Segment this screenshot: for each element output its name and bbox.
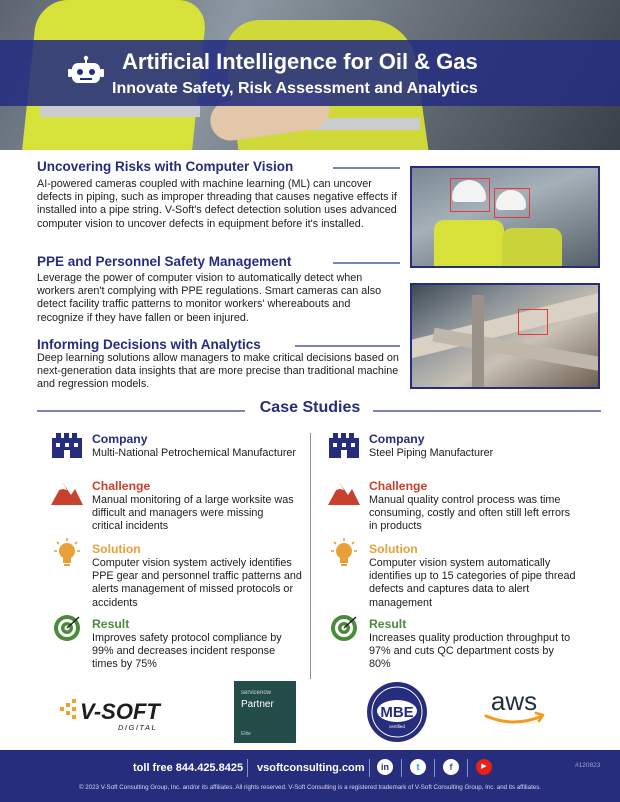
copyright-text: © 2023 V-Soft Consulting Group, Inc. and/or its affiliates. All rights reserved. V-Soft Consulting is a registered trademark of V-Soft Consulting Group, Inc. and its affiliates. bbox=[78, 784, 542, 791]
challenge-text: Manual quality control process was time consuming, costly and often still left errors in products bbox=[369, 494, 571, 533]
company-text: Multi-National Petrochemical Manufacturer bbox=[92, 447, 297, 459]
challenge-label: Challenge bbox=[92, 479, 151, 493]
solution-text: Computer vision system actively identifies PPE gear and personnel traffic patterns and alerts management of missed protocols or accidents bbox=[92, 557, 302, 609]
detection-box bbox=[494, 188, 530, 218]
footer bbox=[0, 750, 620, 802]
heading-rule bbox=[295, 345, 400, 347]
svg-text:MBE: MBE bbox=[380, 704, 414, 721]
target-icon bbox=[327, 613, 361, 643]
section-heading: Uncovering Risks with Computer Vision bbox=[37, 159, 294, 174]
heading-rule bbox=[333, 262, 400, 264]
heading-rule bbox=[333, 167, 400, 169]
page-subtitle: Innovate Safety, Risk Assessment and Analytics bbox=[112, 80, 478, 97]
section-heading: Informing Decisions with Analytics bbox=[37, 337, 261, 352]
svg-text:DIGITAL: DIGITAL bbox=[118, 723, 158, 732]
section-body: Leverage the power of computer vision to automatically detect when workers aren't complying with PPE regulations. Smart cameras can also detect facility traffic patterns to monitor workers' whereabouts and recognize if they have fallen or been injured. bbox=[37, 272, 382, 324]
aws-logo bbox=[476, 684, 552, 728]
lightbulb-icon bbox=[327, 538, 361, 568]
building-icon bbox=[50, 430, 84, 460]
page-title: Artificial Intelligence for Oil & Gas bbox=[122, 49, 478, 74]
document-code: #120823 bbox=[575, 762, 601, 769]
detection-box bbox=[518, 309, 548, 335]
challenge-label: Challenge bbox=[369, 479, 428, 493]
result-text: Increases quality production throughput to 97% and cuts QC department costs by 80% bbox=[369, 632, 571, 671]
result-text: Improves safety protocol compliance by 99% and decreases incident response times by 75% bbox=[92, 632, 282, 671]
company-label: Company bbox=[369, 432, 425, 446]
result-label: Result bbox=[369, 617, 407, 631]
youtube-icon[interactable]: ▶ bbox=[476, 759, 492, 775]
svg-text:certified: certified bbox=[389, 724, 405, 729]
section-heading: PPE and Personnel Safety Management bbox=[37, 254, 292, 269]
svg-text:aws: aws bbox=[490, 686, 538, 716]
website-link[interactable]: vsoftconsulting.com bbox=[257, 762, 365, 774]
section-body: AI-powered cameras coupled with machine learning (ML) can uncover defects in piping, such as improper threading that causes negative effects if installed into a pipe string. V-Soft's defect detection solution uses advanced computer vision to uncover defects in equipment before it's installed. bbox=[37, 178, 397, 230]
mountain-icon bbox=[50, 477, 84, 507]
company-text: Steel Piping Manufacturer bbox=[369, 447, 494, 459]
result-label: Result bbox=[92, 617, 130, 631]
facebook-icon[interactable]: f bbox=[443, 759, 459, 775]
mountain-icon bbox=[327, 477, 361, 507]
robot-icon bbox=[66, 55, 106, 91]
section-body: Deep learning solutions allow managers to make critical decisions based on next-generation data insights that are more precise than traditional machine and regression models. bbox=[37, 352, 399, 391]
pipeline-photo bbox=[410, 283, 600, 389]
building-icon bbox=[327, 430, 361, 460]
twitter-icon[interactable]: t bbox=[410, 759, 426, 775]
svg-text:V-SOFT: V-SOFT bbox=[80, 699, 160, 724]
mbe-certified-seal bbox=[366, 681, 428, 743]
column-divider bbox=[310, 433, 311, 679]
servicenow-partner-badge: servicenow Partner Elite bbox=[234, 681, 296, 743]
lightbulb-icon bbox=[50, 538, 84, 568]
linkedin-icon[interactable]: in bbox=[377, 759, 393, 775]
company-label: Company bbox=[92, 432, 148, 446]
heading-rule bbox=[373, 410, 601, 412]
detection-box bbox=[450, 178, 490, 212]
solution-label: Solution bbox=[369, 542, 418, 556]
workers-ppe-photo bbox=[410, 166, 600, 268]
solution-text: Computer vision system automatically identifies up to 15 categories of pipe thread defects and captures data to alert management bbox=[369, 557, 576, 609]
challenge-text: Manual monitoring of a large worksite was difficult and managers were missing critical incidents bbox=[92, 494, 294, 533]
case-studies-title: Case Studies bbox=[259, 399, 361, 416]
solution-label: Solution bbox=[92, 542, 141, 556]
phone-number[interactable]: toll free 844.425.8425 bbox=[133, 762, 244, 774]
vsoft-logo bbox=[60, 697, 180, 733]
target-icon bbox=[50, 613, 84, 643]
